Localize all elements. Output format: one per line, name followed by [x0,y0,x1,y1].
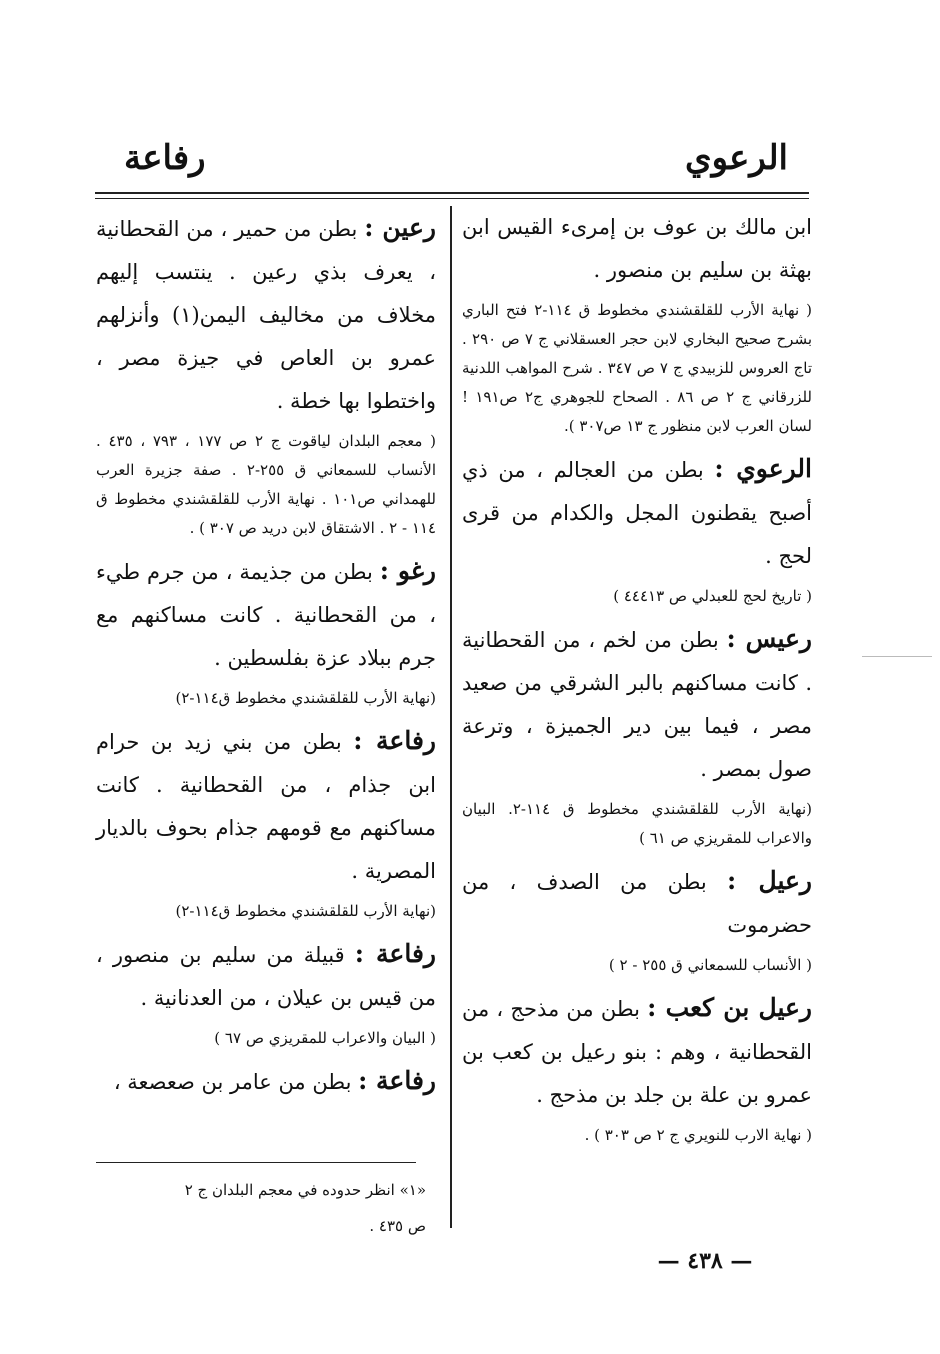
footnote [96,1172,426,1244]
page-number: — ٤٣٨ — [657,1248,753,1274]
running-header-right: الرعوي [684,138,788,178]
reference-note: (نهاية الأرب للقلقشندي مخطوط ق ١١٤-٢. البيان والاعراب للمقريزي ص ٦١ ) [462,800,812,847]
reference-note: ( نهاية الارب للنويري ج ٢ ص ٣٠٣ ) . [584,1126,812,1144]
left-column [96,206,436,1104]
dictionary-entry [96,932,436,1020]
entry-text: بطن من لخم ، من القحطانية . كانت مساكنهم بالبر الشرقي من صعيد مصر ، فيما بين دير الجميزة ، وترعة صول بمصر . [462,628,812,781]
reference-note: (نهاية الأرب للقلقشندي مخطوط ق١١٤-٢) [175,689,436,707]
entry-headword: رعيس : [726,624,812,653]
entry-text: بطن من الصدف ، من حضرموت [462,870,812,937]
entry-headword: الرعوي : [714,454,812,483]
header-rule-thin [95,198,809,199]
entry-text: بطن من العجالم ، من ذي أصبح يقطنون المجل والكدام من قرى لحج . [462,458,812,568]
reference-note: ( البيان والاعراب للمقريزي ص ٦٧ ) [214,1029,436,1047]
margin-mark [862,656,932,657]
entry-text: بطن من مذحج ، من القحطانية ، وهم : بنو رعيل بن كعب بن عمرو بن علة بن جلد بن مذحج . [462,997,812,1107]
footnote-rule [96,1162,416,1163]
entry-headword: رفاعة : [358,1066,436,1095]
reference-note: (نهاية الأرب للقلقشندي مخطوط ق١١٤-٢) [175,902,436,920]
entry-headword: رعين : [364,213,436,242]
dictionary-entry [96,719,436,893]
reference-note: ( الأنساب للسمعاني ق ٢٥٥ - ٢ ) [608,956,812,974]
right-column [462,206,812,1156]
entry-headword: رعيل : [726,866,812,895]
entry-text: قبيلة من سليم بن منصور ، من قيس بن عيلان ، من العدنانية . [96,943,436,1010]
reference-note: ( تاريخ لحج للعبدلي ص ٤٤٤١٣ ) [613,587,812,605]
entry-text: بطن من جذيمة ، من جرم طيء ، من القحطانية . كانت مساكنهم مع جرم ببلاد عزة بفلسطين . [96,560,436,670]
entry-headword: رفاعة : [353,726,436,755]
entry-headword: رفاعة : [354,939,436,968]
running-header-left: رفاعة [124,138,206,178]
footnote-line-1: «١» انظر حدوده في معجم البلدان ج ٢ [184,1181,426,1199]
column-divider [450,206,452,1228]
footnote-line-2: ص ٤٣٥ . [369,1217,426,1235]
entry-text: بطن من عامر بن صعصعة ، [113,1070,359,1094]
dictionary-entry [462,986,812,1117]
dictionary-entry [96,206,436,423]
header-rule [95,192,809,194]
dictionary-entry [462,617,812,791]
entry-continuation: ابن مالك بن عوف بن إمرىء القيس ابن بهثة بن سليم بن منصور . [462,215,812,282]
entry-headword: رعيل بن كعب : [647,993,812,1022]
dictionary-entry [96,1059,436,1104]
dictionary-entry [462,859,812,947]
reference-note: ( نهاية الأرب للقلقشندي مخطوط ق ١١٤-٢ فتح الباري بشرح صحيح البخاري لابن حجر العسقلاني ج ٧ ص ٢٩٠ . تاج العروس للزبيدي ج ٧ ص ٣٤٧ . شرح المواهب اللدنية للزرقاني ج ٢ ص ٨٦ . الصحاح للجوهري ج٢ ص١٩١ ! لسان العرب لابن منظور ج ١٣ ص٣٠٧ ). [462,301,813,435]
dictionary-entry [96,549,436,680]
entry-text: بطن من بني زيد بن حرام ابن جذام ، من القحطانية . كانت مساكنهم مع قومهم جذام بحوف بالديار المصرية . [96,730,436,883]
entry-headword: رغو : [379,556,436,585]
dictionary-entry [462,447,812,578]
reference-note: ( معجم البلدان لياقوت ج ٢ ص ١٧٧ ، ٧٩٣ ، ٤٣٥ . الأنساب للسمعاني ق ٢٥٥-٢ . صفة جزيرة العرب للهمداني ص١٠١ . نهاية الأرب للقلقشندي مخطوط ق ١١٤ - ٢ . الاشتقاق لابن دريد ص ٣٠٧ ) . [96,432,436,537]
entry-text: بطن من حمير ، من القحطانية ، يعرف بذي رعين . ينتسب إليهم مخلاف من مخاليف اليمن(١) وأنزلهم عمرو بن العاص في جيزة مصر ، واختطوا بها خطة . [96,217,436,413]
